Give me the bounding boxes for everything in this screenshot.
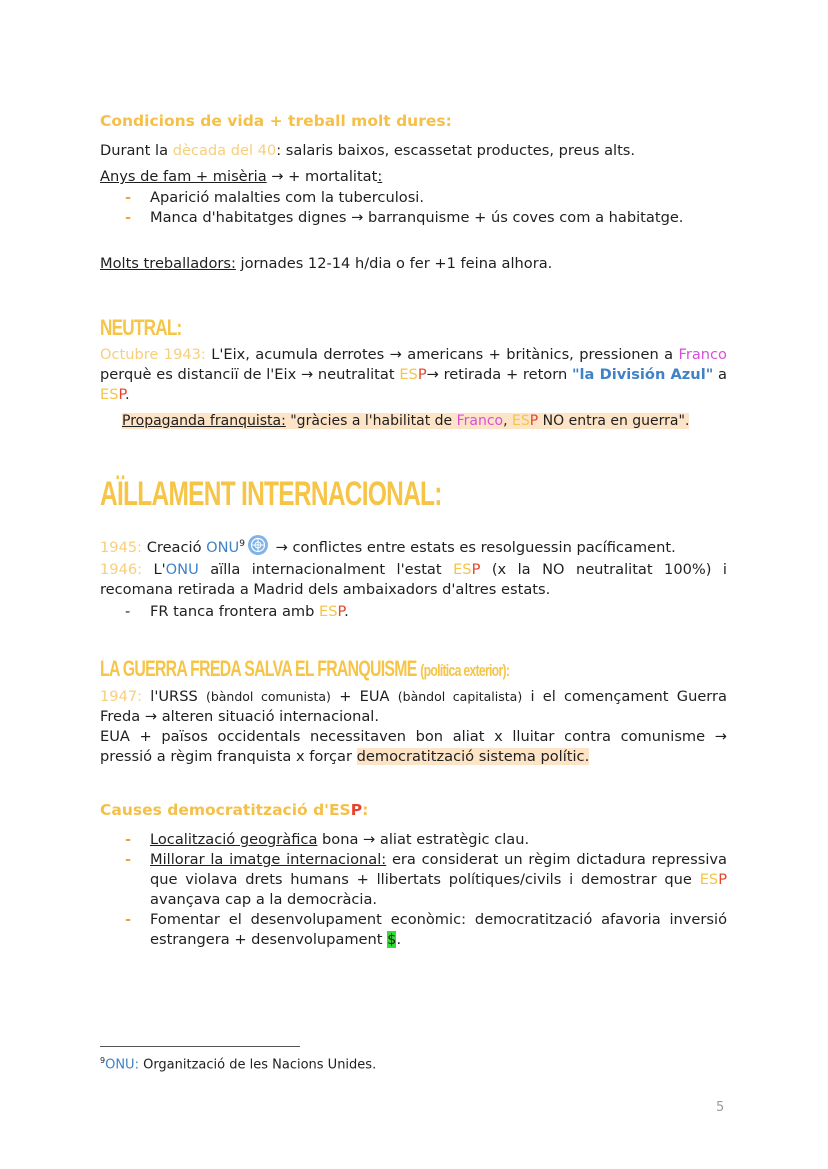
bullet-dash: - [125,209,132,226]
text: Causes democratització d' [100,801,329,819]
footnote-onu: ONU: [105,1057,139,1073]
text: : [362,801,369,819]
text: . [125,386,130,403]
esp-p: P [118,386,126,403]
footnote-divider [100,1046,300,1047]
text: NO entra en guerra". [538,413,690,429]
text: aïlla internacionalment l'estat [198,561,454,578]
list-item [100,602,727,622]
text: (x la NO neutralitat 100%) i recomana retirada a Madrid dels ambaixadors d'altres estats. [100,561,727,598]
highlight-democratitzacio: democratització sistema polític. [356,748,590,765]
text: → + mortalitat [266,168,378,185]
section-heading-guerra-freda [100,656,509,682]
bullet-list-fr [100,602,727,622]
text: : salaris baixos, escassetat productes, preus alts. [276,142,636,159]
bullet-dash: - [125,851,132,868]
esp-p: P [337,603,345,620]
underlined-label: Anys de fam + misèria [100,168,267,185]
highlight-decada: dècada del 40 [172,142,277,159]
text: jornades 12-14 h/dia o fer +1 feina alhora. [235,255,553,272]
text: Creació [142,539,207,556]
esp-es: ES [328,801,351,819]
paragraph-octubre [100,345,727,405]
heading-main: LA GUERRA FREDA SALVA EL FRANQUISME [100,656,421,681]
section-heading-condicions: Condicions de vida + treball molt dures: [100,112,452,130]
paragraph-treballadors [100,254,727,274]
text: perquè es distanciï de l'Eix → neutralitat [100,366,400,383]
paragraph-1945 [100,534,727,558]
list-item-text: Aparició malalties com la tuberculosi. [150,189,424,206]
text: L' [142,561,166,578]
bullet-list-causes [100,830,727,950]
footnote-number: 9 [100,1056,106,1065]
esp-es: ES [319,603,338,620]
un-emblem-icon [247,534,269,556]
esp-p: P [417,366,427,383]
bullet-dash: - [125,603,131,620]
list-item-text: FR tanca frontera amb [150,603,320,620]
esp-es: ES [453,561,472,578]
paragraph-fam [100,167,727,187]
date-label: 1947: [100,688,143,705]
esp-p: P [471,561,481,578]
esp-es: ES [512,413,530,429]
paragraph-eua [100,727,727,767]
text: . [396,931,402,948]
paragraph-decada [100,141,727,161]
underlined-label: Propaganda franquista: [122,413,286,429]
paragraph-1946 [100,560,727,600]
text: , [503,413,513,429]
list-item-text: Manca d'habitatges dignes → barranquisme + ús coves com a habitatge. [150,209,684,226]
bullet-dash: - [125,831,132,848]
underlined-label: Millorar la imatge internacional: [150,851,387,868]
footnote [100,1052,376,1074]
onu-label: ONU [206,539,240,556]
section-heading-neutral: NEUTRAL: [100,315,182,340]
list-item [100,830,727,850]
text: i el començament Guerra Freda → alteren situació internacional. [100,688,727,725]
dollar-highlight: $ [387,931,397,948]
franco-name: Franco [678,346,727,363]
text: era considerat un règim dictadura repressiva que violava drets humans + llibertats polítiques/civils i demostrar que [150,851,727,888]
text: L'Eix, acumula derrotes → americans + britànics, pressionen a [205,346,679,363]
text: (bàndol capitalista) [397,689,523,704]
esp-es: ES [699,871,719,888]
page-number: 5 [716,1100,725,1115]
list-item [100,910,727,950]
text: Durant la [100,142,173,159]
text: + EUA [330,688,398,705]
esp-p: P [529,413,539,429]
footnote-ref: 9 [239,539,245,550]
text: Fomentar el desenvolupament econòmic: democratització afavoria inversió estrangera + desenvolupament [150,911,727,948]
text: . [344,603,349,620]
franco-name: Franco [456,413,504,429]
text: "gràcies a l'habilitat de [285,413,457,429]
paragraph-1947 [100,687,727,727]
text: l'URSS [142,688,206,705]
bullet-dash: - [125,911,132,928]
text: a [713,366,727,383]
esp-p: P [718,871,727,888]
underlined-label: Localització geogràfica [150,831,318,848]
text: EUA + països occidentals necessitaven bon aliat x lluitar contra comunisme → pressió a règim franquista x forçar [100,728,727,765]
text: bona → aliat estratègic clau. [317,831,530,848]
text: (bàndol comunista) [205,689,331,704]
section-heading-aillament: AÏLLAMENT INTERNACIONAL: [100,475,442,513]
underlined-label: Molts treballadors: [100,255,236,272]
esp-es: ES [100,386,119,403]
esp-p: P [350,801,363,819]
date-label: Octubre 1943: [100,346,206,363]
date-label: 1946: [100,561,143,578]
list-item [100,188,727,208]
list-item [100,850,727,910]
division-azul: "la División Azul" [571,366,714,383]
bullet-dash: - [125,189,132,206]
text: → conflictes entre estats es resolguessin pacíficament. [270,539,676,556]
text: avançava cap a la democràcia. [150,891,378,908]
heading-sub: (política exterior): [420,661,510,680]
esp-es: ES [399,366,418,383]
text: → retirada + retorn [426,366,572,383]
section-heading-causes [100,801,368,819]
date-label: 1945: [100,539,143,556]
onu-label: ONU [165,561,199,578]
footnote-text: Organització de les Nacions Unides. [138,1057,377,1073]
text: : [377,168,383,185]
propaganda-line [122,411,727,431]
list-item [100,208,727,228]
bullet-list-fam [100,188,727,228]
